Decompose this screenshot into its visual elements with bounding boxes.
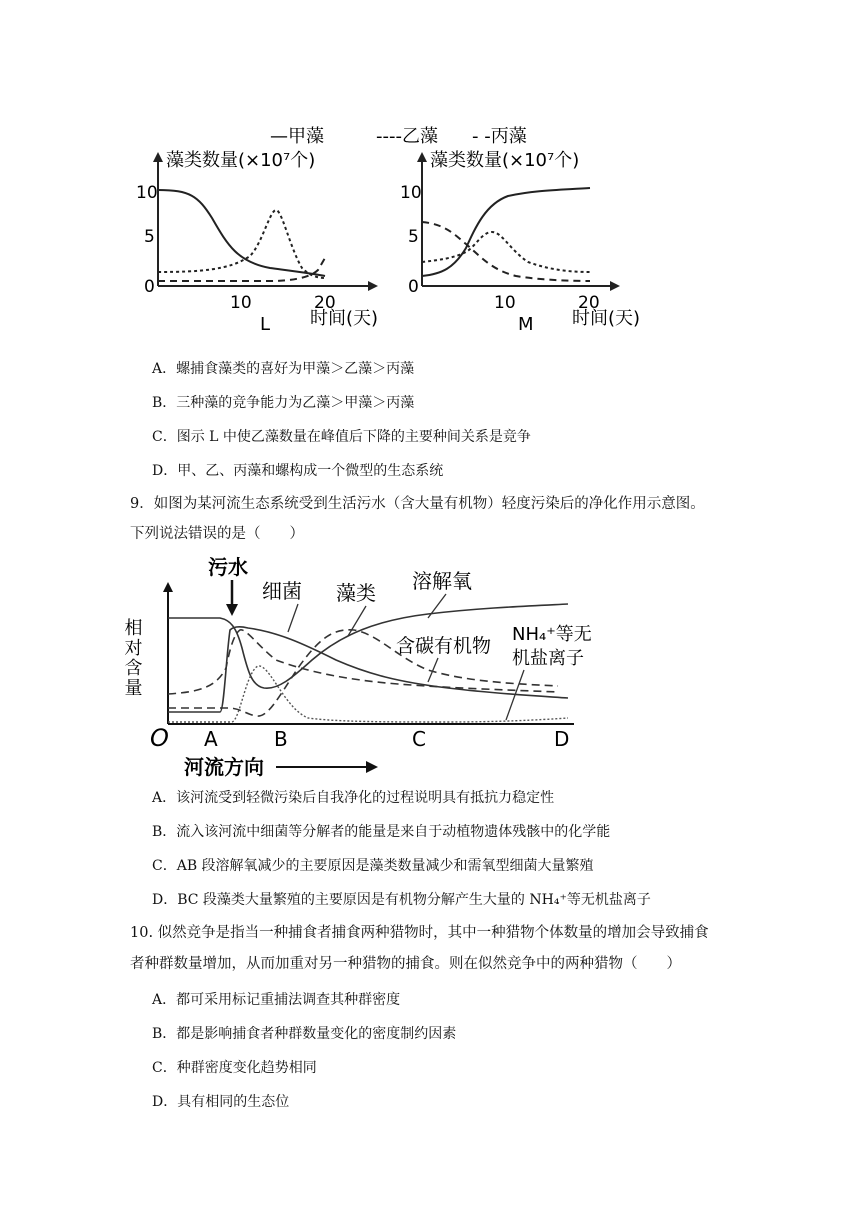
label-organic: 含碳有机物 <box>396 635 492 657</box>
m-curve-yi <box>422 232 590 272</box>
l-xtick-10: 10 <box>230 293 252 313</box>
label-algae: 藻类 <box>336 581 376 605</box>
q9-option-d: D．BC 段藻类大量繁殖的主要原因是有机物分解产生大量的 NH₄⁺等无机盐离子 <box>152 892 651 908</box>
tick-b: B <box>274 727 288 751</box>
panel-m-ylabel: 藻类数量(×10⁷个) <box>430 150 580 171</box>
legend-yi: ----乙藻 <box>376 126 438 147</box>
q10-option-b: B．都是影响捕食者种群数量变化的密度制约因素 <box>152 1026 457 1042</box>
label-sewage: 污水 <box>208 555 248 579</box>
xlabel: 河流方向 <box>184 755 264 779</box>
panel-l-ylabel: 藻类数量(×10⁷个) <box>166 150 316 171</box>
m-xtick-20: 20 <box>578 293 600 313</box>
q10-option-d: D．具有相同的生态位 <box>152 1094 290 1110</box>
l-ytick-5: 5 <box>144 227 155 247</box>
q8-option-d: D．甲、乙、丙藻和螺构成一个微型的生态系统 <box>152 463 444 479</box>
label-oxygen: 溶解氧 <box>412 569 472 593</box>
legend-bing: - -丙藻 <box>472 126 527 147</box>
q10-stem-line2: 者种群数量增加，从而加重对另一种猎物的捕食。则在似然竞争中的两种猎物（ ） <box>130 956 681 972</box>
q8-option-b: B．三种藻的竞争能力为乙藻＞甲藻＞丙藻 <box>152 395 415 411</box>
l-ytick-10: 10 <box>136 183 158 203</box>
l-ytick-0: 0 <box>144 277 155 297</box>
river-figure <box>121 548 592 780</box>
m-curve-jia <box>422 188 590 276</box>
m-ytick-10: 10 <box>400 183 422 203</box>
m-xtick-10: 10 <box>494 293 516 313</box>
panel-l <box>136 150 378 335</box>
l-xlabel: 时间(天) <box>310 308 379 329</box>
curve-organic <box>168 627 568 712</box>
q9-stem-line1: 9．如图为某河流生态系统受到生活污水（含大量有机物）轻度污染后的净化作用示意图。 <box>130 496 705 512</box>
m-panel-label: M <box>518 314 534 335</box>
q10-option-c: C．种群密度变化趋势相同 <box>152 1060 317 1076</box>
q8-option-a: A．螺捕食藻类的喜好为甲藻＞乙藻＞丙藻 <box>152 361 415 377</box>
algae-figure <box>120 118 680 338</box>
ylabel: 相对含量 <box>121 618 143 698</box>
label-bacteria: 细菌 <box>262 579 302 603</box>
l-panel-label: L <box>260 314 271 335</box>
l-xtick-20: 20 <box>314 293 336 313</box>
curve-bacteria <box>168 630 558 694</box>
q10-option-a: A．都可采用标记重捕法调查其种群密度 <box>152 992 401 1008</box>
q9-option-b: B．流入该河流中细菌等分解者的能量是来自于动植物遗体残骸中的化学能 <box>152 824 611 840</box>
origin-o: O <box>150 724 169 752</box>
q9-option-c: C．AB 段溶解氧减少的主要原因是藻类数量减少和需氧型细菌大量繁殖 <box>152 858 594 874</box>
legend-jia: —甲藻 <box>270 126 324 147</box>
m-ytick-5: 5 <box>408 227 419 247</box>
panel-m <box>400 150 640 335</box>
label-ions-2: 机盐离子 <box>512 648 584 669</box>
q10-stem-line1: 10. 似然竞争是指当一种捕食者捕食两种猎物时，其中一种猎物个体数量的增加会导致捕食 <box>130 925 709 941</box>
q8-option-c: C．图示 L 中使乙藻数量在峰值后下降的主要种间关系是竞争 <box>152 429 531 445</box>
m-curve-bing <box>422 222 590 281</box>
m-xlabel: 时间(天) <box>572 308 641 329</box>
label-ions-1: NH₄⁺等无 <box>512 624 592 645</box>
m-ytick-0: 0 <box>408 277 419 297</box>
tick-c: C <box>412 727 426 751</box>
tick-a: A <box>204 727 218 751</box>
tick-d: D <box>554 727 570 751</box>
l-curve-yi <box>158 210 325 278</box>
q9-stem-line2: 下列说法错误的是（ ） <box>130 526 304 542</box>
q9-option-a: A．该河流受到轻微污染后自我净化的过程说明具有抵抗力稳定性 <box>152 790 555 806</box>
